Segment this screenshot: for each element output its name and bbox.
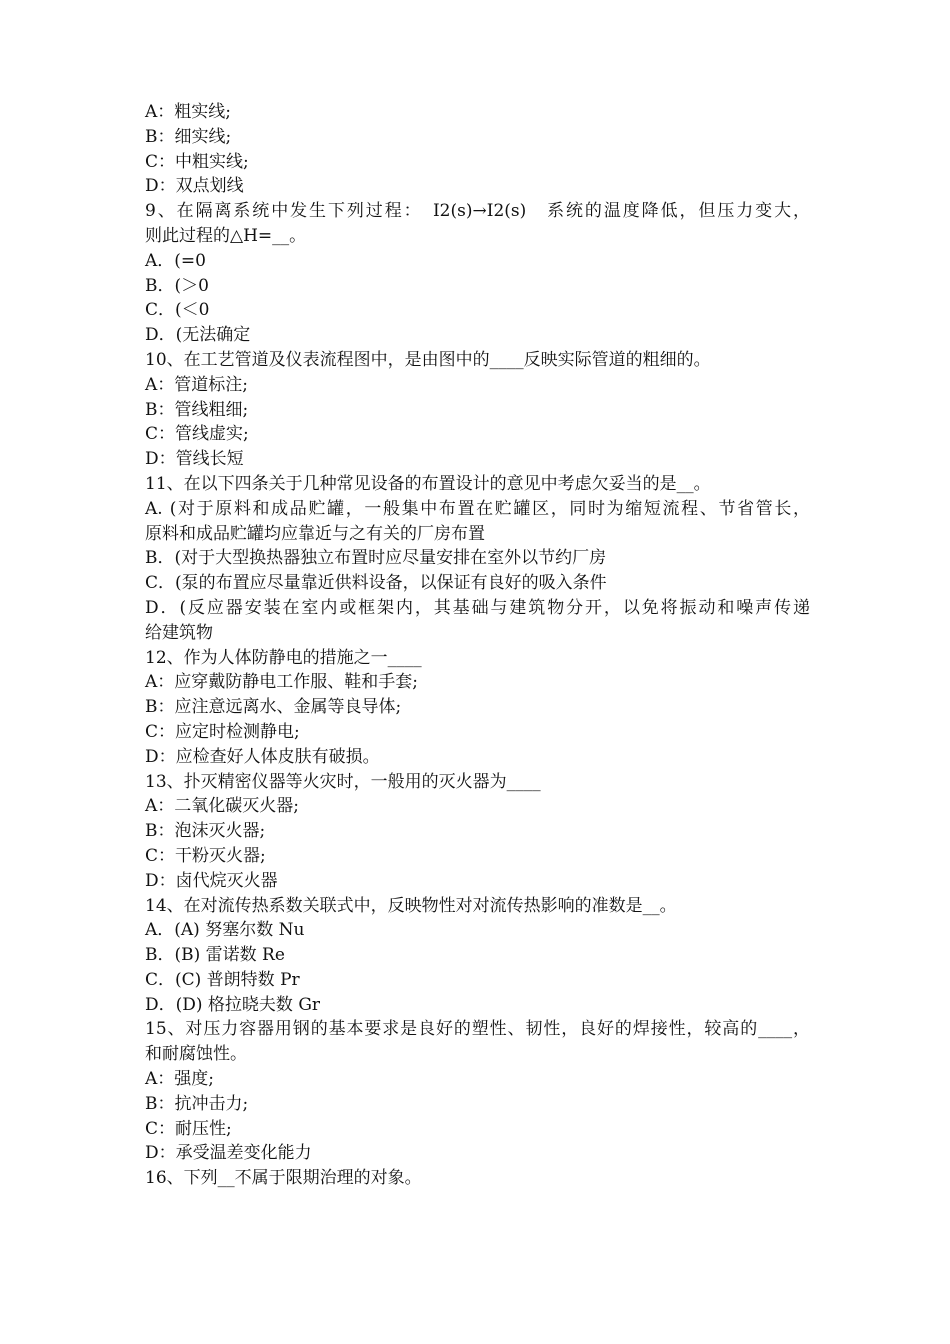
answer-option: B：细实线; — [145, 126, 232, 147]
answer-option: A：管道标注; — [145, 374, 249, 395]
answer-option: B：抗冲击力; — [145, 1093, 249, 1114]
answer-option: C：中粗实线; — [145, 151, 249, 172]
answer-option: D：卤代烷灭火器 — [145, 870, 278, 891]
answer-option: D：应检查好人体皮肤有破损。 — [145, 746, 380, 767]
answer-option: A．(=0 — [145, 250, 206, 271]
question-9-continued: 则此过程的△H=__。 — [145, 225, 307, 246]
answer-option: C：管线虚实; — [145, 424, 249, 445]
question-16: 16、下列__不属于限期治理的对象。 — [145, 1168, 422, 1189]
answer-option: D．(D) 格拉晓夫数 Gr — [145, 994, 321, 1015]
answer-option: A. (对于原料和成品贮罐，一般集中布置在贮罐区，同时为缩短流程、节省管长， — [145, 498, 810, 519]
answer-option: C．(＜0 — [145, 300, 210, 321]
question-9: 9、在隔离系统中发生下列过程： I2(s)→I2(s) 系统的温度降低，但压力变大， — [145, 201, 810, 222]
answer-option: D．(反应器安装在室内或框架内，其基础与建筑物分开，以免将振动和噪声传递 — [145, 597, 810, 618]
answer-option: A：强度; — [145, 1069, 215, 1090]
answer-option: A：粗实线; — [145, 102, 232, 122]
answer-option: C．(泵的布置应尽量靠近供料设备，以保证有良好的吸入条件 — [145, 573, 607, 594]
answer-option: A：二氧化碳灭火器; — [145, 796, 300, 817]
question-10: 10、在工艺管道及仪表流程图中，是由图中的____反映实际管道的粗细的。 — [145, 349, 711, 370]
question-11: 11、在以下四条关于几种常见设备的布置设计的意见中考虑欠妥当的是__。 — [145, 473, 711, 494]
answer-option: B．(对于大型换热器独立布置时应尽量安排在室外以节约厂房 — [145, 548, 607, 569]
document-page — [145, 100, 810, 1191]
answer-option-continued: 给建筑物 — [145, 622, 213, 643]
question-15: 15、对压力容器用钢的基本要求是良好的塑性、韧性，良好的焊接性，较高的____， — [145, 1019, 810, 1040]
answer-option: B：应注意远离水、金属等良导体; — [145, 697, 402, 718]
answer-option: C：干粉灭火器; — [145, 845, 266, 866]
answer-option: B：泡沫灭火器; — [145, 821, 266, 842]
answer-option-continued: 原料和成品贮罐均应靠近与之有关的厂房布置 — [145, 523, 485, 544]
answer-option: D：管线长短 — [145, 449, 244, 470]
answer-option: D：承受温差变化能力 — [145, 1143, 312, 1164]
answer-option: C．(C) 普朗特数 Pr — [145, 969, 300, 990]
answer-option: D．(无法确定 — [145, 325, 251, 346]
answer-option: B．(B) 雷诺数 Re — [145, 945, 285, 966]
answer-option: B：管线粗细; — [145, 399, 249, 420]
answer-option: A．(A) 努塞尔数 Nu — [145, 920, 305, 941]
question-12: 12、作为人体防静电的措施之一____ — [145, 647, 422, 668]
answer-option: D：双点划线 — [145, 176, 244, 197]
answer-option: B．(＞0 — [145, 275, 209, 296]
answer-option: C：应定时检测静电; — [145, 721, 300, 742]
question-13: 13、扑灭精密仪器等火灾时，一般用的灭火器为____ — [145, 771, 541, 792]
answer-option: A：应穿戴防静电工作服、鞋和手套; — [145, 672, 419, 693]
answer-option: C：耐压性; — [145, 1118, 232, 1139]
question-14: 14、在对流传热系数关联式中，反映物性对对流传热影响的准数是__。 — [145, 895, 677, 916]
question-15-continued: 和耐腐蚀性。 — [145, 1044, 247, 1065]
